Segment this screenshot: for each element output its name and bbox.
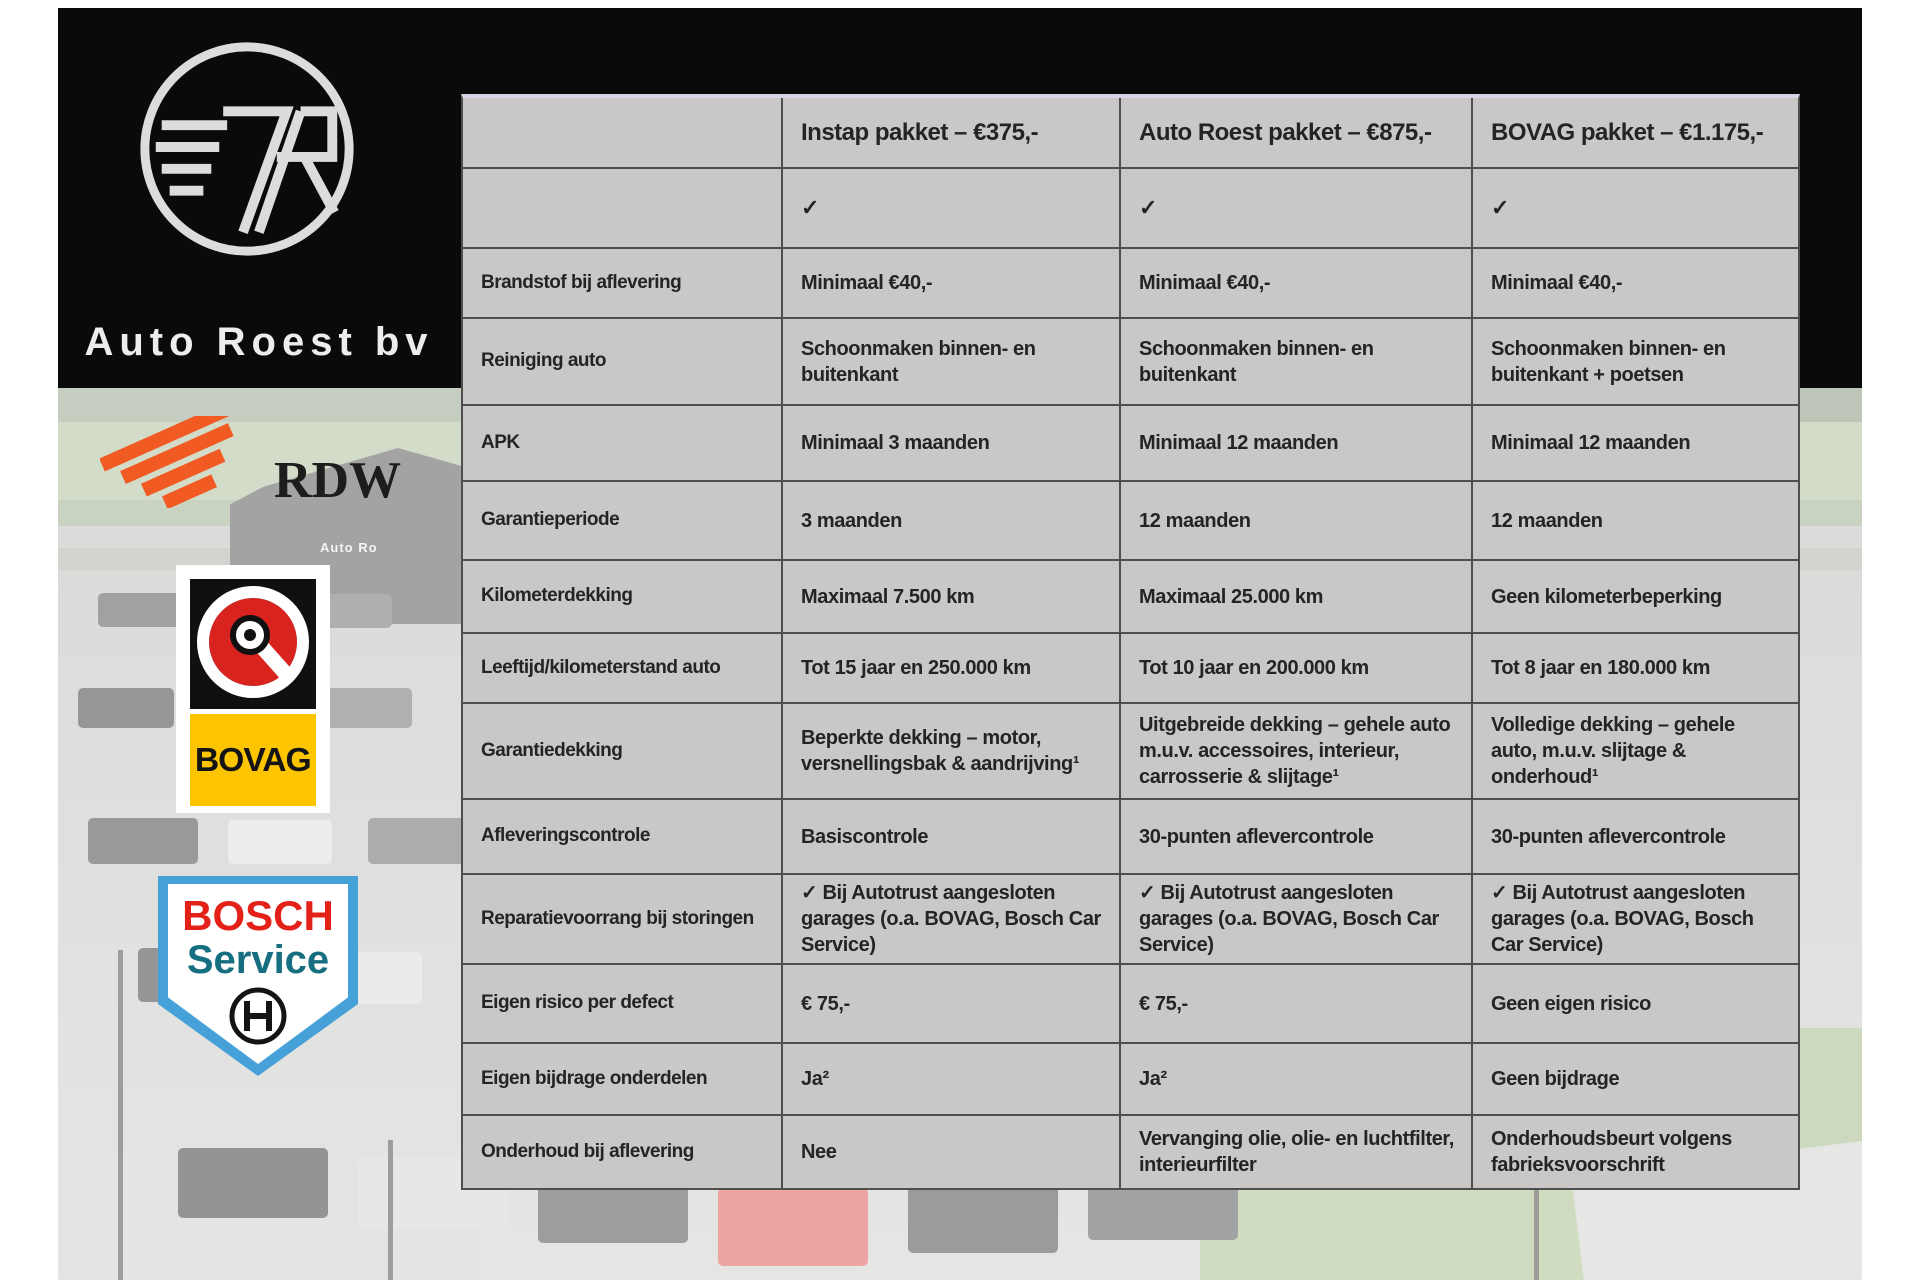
cell: 12 maanden	[1121, 482, 1471, 559]
cell: Vervanging olie, olie- en luchtfilter, interieurfilter	[1121, 1116, 1471, 1188]
cell: Schoonmaken binnen- en buitenkant + poetsen	[1473, 319, 1798, 404]
cell: € 75,-	[783, 965, 1119, 1042]
cell: Minimaal €40,-	[1473, 249, 1798, 317]
rdw-swoosh-icon	[100, 416, 270, 508]
cell: Minimaal €40,-	[1121, 249, 1471, 317]
cell: Minimaal 3 maanden	[783, 406, 1119, 480]
auto-roest-logo-icon	[128, 30, 366, 268]
cell-checkmark: ✓	[783, 169, 1119, 247]
cell: ✓ Bij Autotrust aangesloten garages (o.a. BOVAG, Bosch Car Service)	[1121, 875, 1471, 963]
cell: Schoonmaken binnen- en buitenkant	[783, 319, 1119, 404]
row-label: Eigen risico per defect	[463, 965, 781, 1042]
bosch-service-wordmark: Service	[186, 938, 330, 982]
row-label: Brandstof bij aflevering	[463, 249, 781, 317]
cell: Schoonmaken binnen- en buitenkant	[1121, 319, 1471, 404]
cell: Minimaal €40,-	[783, 249, 1119, 317]
cell: Nee	[783, 1116, 1119, 1188]
row-label: Reparatievoorrang bij storingen	[463, 875, 781, 963]
bosch-service-logo	[158, 876, 358, 1076]
row-label: Reiniging auto	[463, 319, 781, 404]
cell: 30-punten aflevercontrole	[1473, 800, 1798, 873]
cell-checkmark: ✓	[1121, 169, 1471, 247]
rdw-logo	[100, 416, 401, 508]
bovag-logo	[176, 565, 330, 813]
cell: 12 maanden	[1473, 482, 1798, 559]
cell: Minimaal 12 maanden	[1473, 406, 1798, 480]
package-comparison-table	[461, 94, 1800, 1190]
column-header-auto-roest-pakket: Auto Roest pakket – €875,-	[1121, 98, 1471, 167]
cell: 30-punten aflevercontrole	[1121, 800, 1471, 873]
row-label	[463, 169, 781, 247]
cell: € 75,-	[1121, 965, 1471, 1042]
bosch-armature-icon	[226, 984, 290, 1048]
cell-checkmark: ✓	[1473, 169, 1798, 247]
row-label: Afleveringscontrole	[463, 800, 781, 873]
row-label: Onderhoud bij aflevering	[463, 1116, 781, 1188]
row-label: Kilometerdekking	[463, 561, 781, 632]
cell: Tot 8 jaar en 180.000 km	[1473, 634, 1798, 702]
cell: Ja²	[1121, 1044, 1471, 1114]
cell: Onderhoudsbeurt volgens fabrieksvoorschrift	[1473, 1116, 1798, 1188]
cell: Tot 10 jaar en 200.000 km	[1121, 634, 1471, 702]
column-header-bovag-pakket: BOVAG pakket – €1.175,-	[1473, 98, 1798, 167]
cell: Ja²	[783, 1044, 1119, 1114]
cell: Beperkte dekking – motor, versnellingsbak & aandrijving¹	[783, 704, 1119, 798]
bovag-yellow-band	[190, 714, 316, 806]
corner-cell	[463, 98, 781, 167]
cell: ✓ Bij Autotrust aangesloten garages (o.a. BOVAG, Bosch Car Service)	[1473, 875, 1798, 963]
row-label: Eigen bijdrage onderdelen	[463, 1044, 781, 1114]
row-label: Leeftijd/kilometerstand auto	[463, 634, 781, 702]
cell: Minimaal 12 maanden	[1121, 406, 1471, 480]
cell: 3 maanden	[783, 482, 1119, 559]
company-name: Auto Roest bv	[84, 320, 434, 364]
row-label: Garantieperiode	[463, 482, 781, 559]
row-label: Garantiedekking	[463, 704, 781, 798]
rdw-wordmark: RDW	[274, 452, 402, 510]
cell: Geen eigen risico	[1473, 965, 1798, 1042]
column-header-instap-pakket: Instap pakket – €375,-	[783, 98, 1119, 167]
cell: Tot 15 jaar en 250.000 km	[783, 634, 1119, 702]
bosch-wordmark: BOSCH	[182, 892, 334, 939]
cell: Volledige dekking – gehele auto, m.u.v. slijtage & onderhoud¹	[1473, 704, 1798, 798]
cell: Maximaal 25.000 km	[1121, 561, 1471, 632]
bovag-wordmark: BOVAG	[195, 741, 311, 778]
row-label: APK	[463, 406, 781, 480]
cell: Geen bijdrage	[1473, 1044, 1798, 1114]
cell: Basiscontrole	[783, 800, 1119, 873]
cell: Uitgebreide dekking – gehele auto m.u.v. accessoires, interieur, carrosserie & slijtage¹	[1121, 704, 1471, 798]
cell: ✓ Bij Autotrust aangesloten garages (o.a. BOVAG, Bosch Car Service)	[783, 875, 1119, 963]
bovag-emblem-icon	[190, 579, 316, 709]
cell: Maximaal 7.500 km	[783, 561, 1119, 632]
cell: Geen kilometerbeperking	[1473, 561, 1798, 632]
